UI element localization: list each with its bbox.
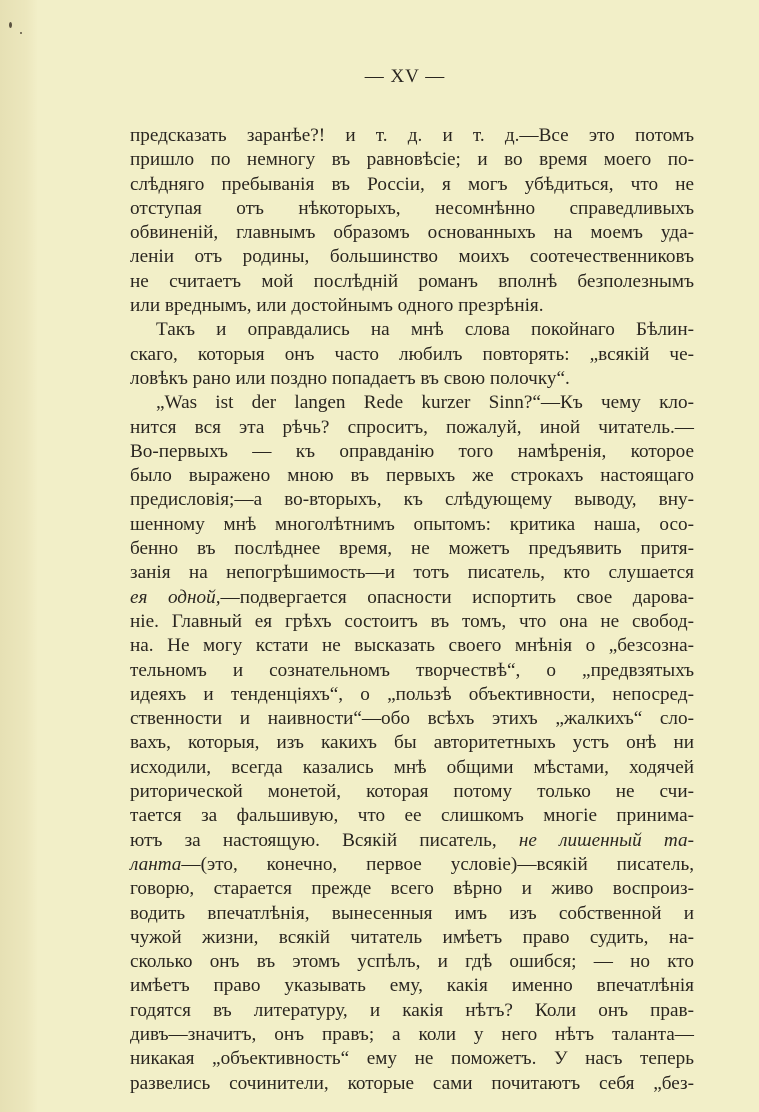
text-segment: —(это, конечно, первое условіе)—всякій писатель, xyxy=(181,853,694,875)
text-line xyxy=(130,853,694,877)
text-segment: ніе. Главный ея грѣхъ состоитъ въ томъ, что она не свобод- xyxy=(130,610,694,632)
text-line xyxy=(130,902,694,926)
text-line xyxy=(130,270,694,294)
body-text xyxy=(130,124,694,1096)
text-line xyxy=(130,1023,694,1047)
text-segment: нится вся эта рѣчь? спроситъ, пожалуй, иной читатель.— xyxy=(130,416,694,438)
text-segment: риторической монетой, которая потому только не счи- xyxy=(130,781,694,803)
text-line xyxy=(130,926,694,950)
ink-speck xyxy=(20,32,22,34)
text-line xyxy=(130,513,694,537)
text-line xyxy=(130,756,694,780)
text-line xyxy=(130,148,694,172)
text-segment: было выражено мною въ первыхъ же строкахъ настоящаго xyxy=(130,465,694,487)
text-segment: скаго, которыя онъ часто любилъ повторять: „всякій че- xyxy=(130,343,694,365)
text-segment: вахъ, которыя, изъ какихъ бы авторитетныхъ устъ онѣ ни xyxy=(130,732,694,754)
text-segment: ственности и наивности“—обо всѣхъ этихъ „жалкихъ“ сло- xyxy=(130,708,694,730)
italic-text: ея одной, xyxy=(130,586,221,608)
page-number: — XV — xyxy=(364,66,446,87)
page-gutter xyxy=(0,0,38,1112)
text-line xyxy=(130,804,694,828)
text-line xyxy=(130,440,694,464)
text-line xyxy=(130,197,694,221)
text-segment: развелись сочинители, которые сами почитаютъ себя „без- xyxy=(130,1072,694,1094)
text-segment: —подвергается опасности испортить свое дарова- xyxy=(220,586,694,608)
text-segment: имѣетъ право указывать ему, какія именно впечатлѣнія xyxy=(130,975,694,997)
text-line xyxy=(130,173,694,197)
text-line xyxy=(130,974,694,998)
text-segment: ютъ за настоящую. Всякій писатель, xyxy=(130,829,519,851)
text-segment: занія на непогрѣшимость—и тотъ писатель, кто слушается xyxy=(130,562,694,584)
text-line xyxy=(130,780,694,804)
text-segment: предсказать заранѣе?! и т. д. и т. д.—Все это потомъ xyxy=(130,125,694,146)
text-line xyxy=(130,391,694,415)
text-line xyxy=(130,829,694,853)
text-segment: тается за фальшивую, что ее слишкомъ многіе принима- xyxy=(130,805,694,827)
text-segment: никакая „объективность“ ему не поможетъ. У насъ теперь xyxy=(130,1048,694,1070)
text-line xyxy=(130,634,694,658)
ink-speck xyxy=(9,22,12,28)
text-segment: ловѣкъ рано или поздно попадаетъ въ свою полочку“. xyxy=(130,367,570,389)
text-line xyxy=(130,221,694,245)
text-line xyxy=(130,877,694,901)
text-segment: или вреднымъ, или достойнымъ одного презрѣнія. xyxy=(130,295,544,317)
text-line xyxy=(130,731,694,755)
text-segment: исходили, всегда казались мнѣ общими мѣстами, ходячей xyxy=(130,756,694,778)
text-segment: идеяхъ и тенденціяхъ“, о „пользѣ объективности, непосред- xyxy=(130,683,694,705)
text-segment: бенно въ послѣднее время, не можетъ предъявить притя- xyxy=(130,538,694,560)
text-segment: водить впечатлѣнія, вынесенныя имъ изъ собственной и xyxy=(130,902,694,924)
text-line xyxy=(130,1047,694,1071)
text-line xyxy=(130,610,694,634)
text-line xyxy=(130,245,694,269)
text-line xyxy=(130,1072,694,1096)
text-segment: не считаетъ мой послѣдній романъ вполнѣ безполезнымъ xyxy=(130,270,694,292)
text-segment: предисловія;—а во-вторыхъ, къ слѣдующему выводу, вну- xyxy=(130,489,694,511)
text-segment: обвиненій, главнымъ образомъ основанныхъ на моемъ уда- xyxy=(130,222,694,244)
text-segment: слѣдняго пребыванія въ Россіи, я могъ убѣдиться, что не xyxy=(130,173,694,195)
text-line xyxy=(130,367,694,391)
text-line xyxy=(130,586,694,610)
text-line xyxy=(130,707,694,731)
text-segment: сколько онъ въ этомъ успѣлъ, и гдѣ ошибся; — но кто xyxy=(130,951,694,973)
text-line xyxy=(130,464,694,488)
text-line xyxy=(130,683,694,707)
text-segment: говорю, старается прежде всего вѣрно и живо воспроиз- xyxy=(130,878,694,900)
text-line xyxy=(130,537,694,561)
text-line xyxy=(130,950,694,974)
text-line xyxy=(130,999,694,1023)
text-segment: „Was ist der langen Rede kurzer Sinn?“—Къ чему кло- xyxy=(156,392,694,414)
text-line xyxy=(130,416,694,440)
text-segment: Такъ и оправдались на мнѣ слова покойнаго Бѣлин- xyxy=(156,319,694,341)
text-segment: тельномъ и сознательномъ творчествѣ“, о „предвзятыхъ xyxy=(130,659,694,681)
text-segment: чужой жизни, всякій читатель имѣетъ право судить, на- xyxy=(130,926,694,948)
italic-text: ланта xyxy=(130,853,182,875)
text-line xyxy=(130,318,694,342)
text-segment: шенному мнѣ многолѣтнимъ опытомъ: критика наша, осо- xyxy=(130,513,694,535)
text-line xyxy=(130,294,694,318)
text-segment: на. Не могу кстати не высказать своего мнѣнія о „безсозна- xyxy=(130,635,694,657)
text-segment: пришло по немногу въ равновѣсіе; и во время моего по- xyxy=(130,149,694,171)
text-segment: дивъ—значитъ, онъ правъ; а коли у него нѣтъ таланта— xyxy=(130,1023,694,1045)
text-line xyxy=(130,488,694,512)
text-segment: леніи отъ родины, большинство моихъ соотечественниковъ xyxy=(130,246,694,268)
text-segment: отступая отъ нѣкоторыхъ, несомнѣнно справедливыхъ xyxy=(130,197,694,219)
italic-text: не лишенный та- xyxy=(518,829,694,851)
text-segment: Во-первыхъ — къ оправданію того намѣренія, которое xyxy=(130,440,694,462)
text-line xyxy=(130,561,694,585)
text-line xyxy=(130,343,694,367)
text-line xyxy=(130,124,694,148)
text-line xyxy=(130,659,694,683)
text-segment: годятся въ литературу, и какія нѣтъ? Коли онъ прав- xyxy=(130,999,694,1021)
